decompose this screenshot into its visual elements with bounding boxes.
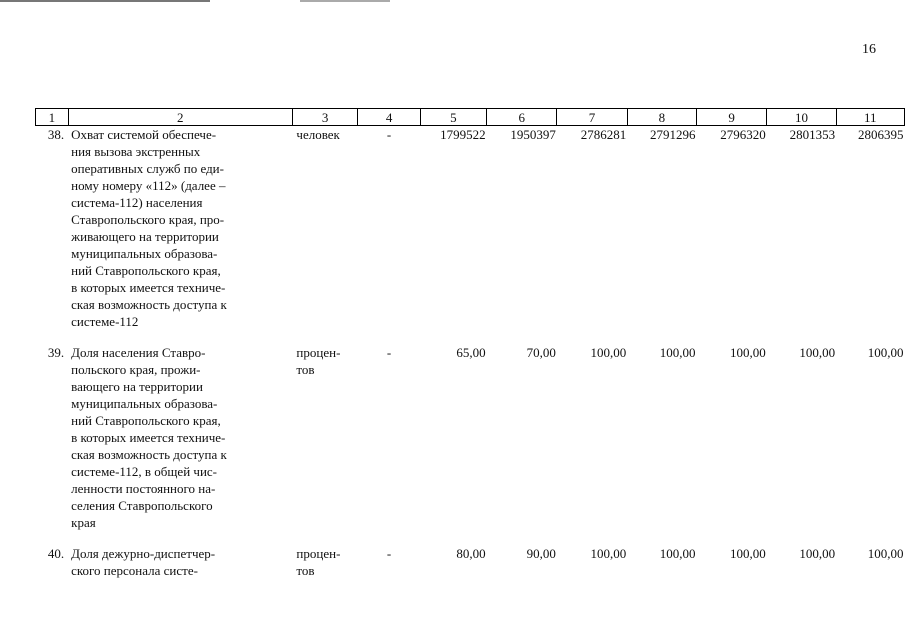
top-edge-mark: [300, 0, 390, 2]
value-cell: 90,00: [526, 546, 556, 561]
baseline-cell: -: [386, 127, 392, 142]
description-line: ского персонала систе-: [71, 563, 198, 578]
value-cell: 2801353: [789, 127, 836, 142]
description-line: муниципальных образова-: [71, 396, 218, 411]
value-cell: 1950397: [510, 127, 556, 142]
row-number: 39.: [47, 345, 65, 360]
value-cell: 2796320: [720, 127, 766, 142]
table-row: [36, 545, 905, 579]
table-row: [36, 126, 905, 331]
row-spacer: [36, 330, 905, 344]
value-cell: 2791296: [650, 127, 696, 142]
value-cell: 80,00: [456, 546, 486, 561]
header-cell: 2: [68, 109, 292, 126]
description-line: система-112) населения: [71, 195, 203, 210]
header-cell: 1: [36, 109, 69, 126]
indicator-description: [68, 126, 292, 331]
description-line: ленности постоянного на-: [71, 481, 216, 496]
header-cell: 7: [557, 109, 627, 126]
table-row: [36, 344, 905, 531]
header-cell: 11: [836, 109, 904, 126]
value-cell: 100,00: [659, 345, 696, 360]
value-cell: 100,00: [867, 546, 904, 561]
unit-cell: человек: [296, 127, 340, 142]
value-cell: 100,00: [867, 345, 904, 360]
row-number: 38.: [47, 127, 65, 142]
header-cell: 5: [420, 109, 486, 126]
description-line: оперативных служб по еди-: [71, 161, 224, 176]
unit-line: тов: [296, 362, 315, 377]
description-line: Доля населения Ставро-: [71, 345, 206, 360]
value-cell: 2806395: [858, 127, 904, 142]
description-line: Охват системой обеспече-: [71, 127, 217, 142]
value-cell: 65,00: [456, 345, 486, 360]
unit-line: процен-: [296, 345, 341, 360]
header-cell: 4: [358, 109, 420, 126]
description-line: края: [71, 515, 96, 530]
top-edge-rule: [0, 0, 210, 2]
description-line: Доля дежурно-диспетчер-: [71, 546, 216, 561]
description-line: ний Ставропольского края,: [71, 413, 221, 428]
description-line: ния вызова экстренных: [71, 144, 201, 159]
description-line: в которых имеется техниче-: [71, 280, 226, 295]
description-line: в которых имеется техниче-: [71, 430, 226, 445]
unit-cell: [292, 344, 357, 531]
header-cell: 10: [767, 109, 836, 126]
header-cell: 8: [627, 109, 696, 126]
description-line: ская возможность доступа к: [71, 447, 227, 462]
value-cell: 100,00: [799, 546, 836, 561]
description-line: живающего на территории: [71, 229, 219, 244]
description-line: Ставропольского края, про-: [71, 212, 225, 227]
header-cell: 9: [697, 109, 767, 126]
indicator-description: [68, 344, 292, 531]
value-cell: 1799522: [440, 127, 486, 142]
unit-cell: [292, 545, 357, 579]
baseline-cell: -: [386, 546, 392, 561]
value-cell: 100,00: [799, 345, 836, 360]
description-line: системе-112: [71, 314, 139, 329]
description-line: ний Ставропольского края,: [71, 263, 221, 278]
value-cell: 100,00: [730, 546, 766, 561]
header-cell: 3: [292, 109, 357, 126]
unit-line: процен-: [296, 546, 341, 561]
description-line: системе-112, в общей чис-: [71, 464, 218, 479]
value-cell: 100,00: [590, 345, 627, 360]
unit-line: тов: [296, 563, 315, 578]
table-header-row: [36, 109, 905, 126]
description-line: польского края, прожи-: [71, 362, 201, 377]
description-line: вающего на территории: [71, 379, 203, 394]
value-cell: 100,00: [659, 546, 696, 561]
value-cell: 2786281: [580, 127, 627, 142]
description-line: селения Ставропольского: [71, 498, 213, 513]
row-spacer: [36, 531, 905, 545]
header-cell: 6: [487, 109, 557, 126]
page-number: 16: [862, 42, 876, 57]
description-line: ская возможность доступа к: [71, 297, 227, 312]
value-cell: 100,00: [730, 345, 766, 360]
baseline-cell: -: [386, 345, 392, 360]
value-cell: 70,00: [526, 345, 556, 360]
description-line: муниципальных образова-: [71, 246, 218, 261]
row-number: 40.: [47, 546, 65, 561]
value-cell: 100,00: [590, 546, 627, 561]
indicator-description: [68, 545, 292, 579]
indicator-table: [35, 108, 905, 579]
description-line: ному номеру «112» (далее –: [71, 178, 226, 193]
